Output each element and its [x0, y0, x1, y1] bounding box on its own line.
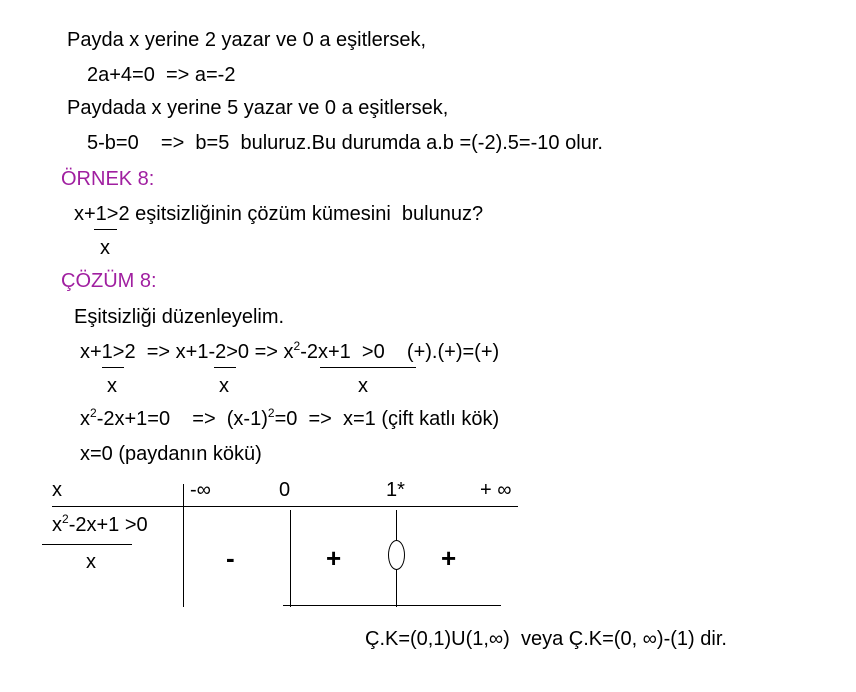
- fraction-bar-3: [320, 367, 416, 368]
- l1: Payda x yerine 2 yazar ve 0 a eşitlersek,: [67, 29, 427, 51]
- l4: 5-b=0 => b=5 buluruz.Bu durumda a.b =(-2).5=-10 olur.: [87, 132, 603, 154]
- table-bottom-line: [283, 605, 501, 606]
- denominator-3: x: [358, 375, 368, 397]
- denominator-2: x: [219, 375, 229, 397]
- answer: Ç.K=(0,1)U(1,∞) veya Ç.K=(0, ∞)-(1) dir.: [365, 628, 727, 650]
- table-denominator: x: [86, 551, 96, 573]
- table-numerator: $x^2-2x+1 >0$: [52, 512, 148, 536]
- table-x-label: x: [52, 479, 62, 501]
- question-denominator: x: [100, 237, 110, 259]
- table-fraction-bar: [42, 544, 132, 545]
- denominator-1: x: [107, 375, 117, 397]
- sign-3: +: [441, 543, 457, 573]
- fraction-bar-2: [214, 367, 236, 368]
- question: x+1>2 eşitsizliğinin çözüm kümesini bulunuz?: [74, 203, 484, 225]
- fraction-bar-1: [102, 367, 124, 368]
- step-line: $x+1>2 => x+1-2>0 => x^2-2x+1 >0$ (+).(+)=(+): [80, 339, 500, 363]
- table-vertical-line: [183, 484, 184, 607]
- cozum-heading: ÇÖZÜM 8:: [61, 270, 157, 292]
- sign-1: -: [226, 543, 235, 573]
- equation-line: $x^2-2x+1=0$ => $(x-1)^2=0 => x=1$ (çift katlı kök): [80, 406, 500, 430]
- excluded-point-oval: [388, 540, 405, 570]
- point-neg-inf: -∞: [190, 479, 211, 501]
- payda-root: x=0 (paydanın kökü): [80, 443, 262, 465]
- point-zero: 0: [279, 479, 291, 501]
- l2: 2a+4=0 => a=-2: [87, 64, 236, 86]
- point-pos-inf: + ∞: [480, 479, 512, 501]
- l3: Paydada x yerine 5 yazar ve 0 a eşitlersek,: [67, 97, 449, 119]
- point-one: 1*: [386, 479, 405, 501]
- table-header-line: [52, 506, 518, 507]
- divider-at-zero: [290, 510, 291, 607]
- sign-2: +: [326, 543, 342, 573]
- ornek-heading: ÖRNEK 8:: [61, 168, 155, 190]
- duzen: Eşitsizliği düzenleyelim.: [74, 306, 285, 328]
- question-fraction-bar: [94, 229, 117, 230]
